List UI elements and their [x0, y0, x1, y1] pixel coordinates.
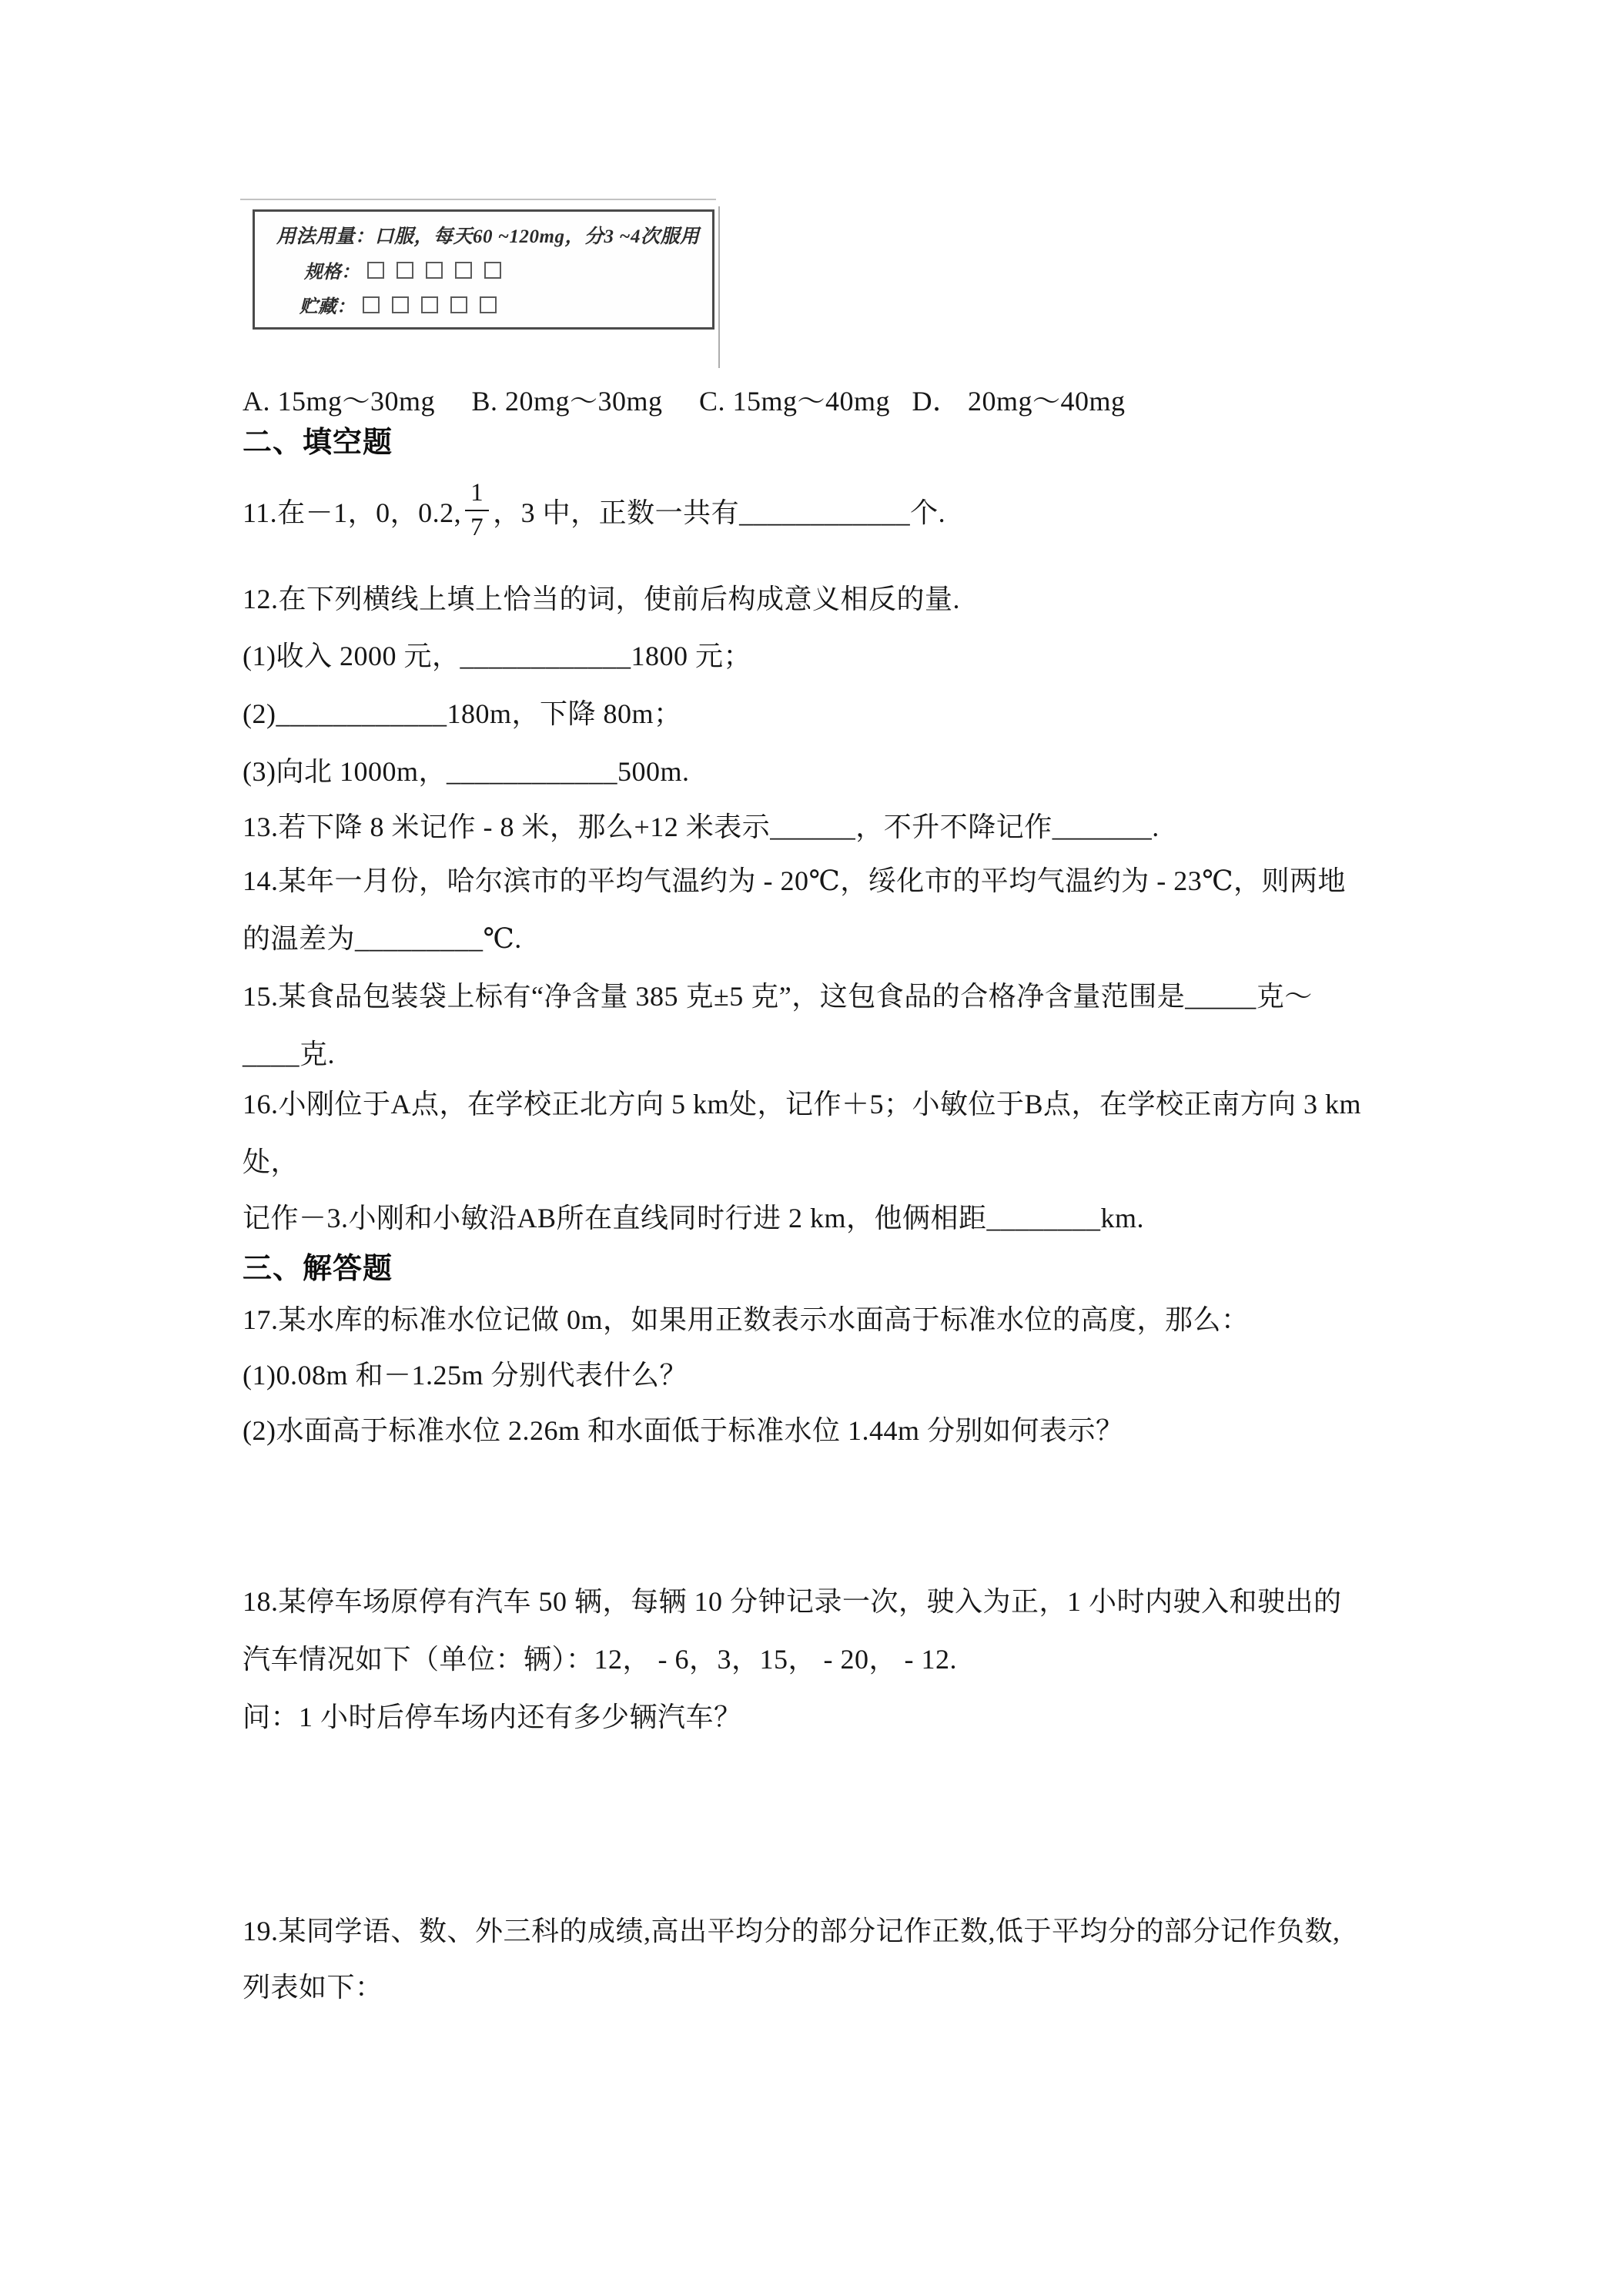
question-19-line1: 19.某同学语、数、外三科的成绩,高出平均分的部分记作正数,低于平均分的部分记作负数, — [243, 1916, 1340, 1946]
question-15-line2: ____克. — [243, 1039, 336, 1069]
question-17-sub2: (2)水面高于标准水位 2.26m 和水面低于标准水位 1.44m 分别如何表示？ — [243, 1415, 1124, 1446]
question-15-line1: 15.某食品包装袋上标有“净含量 385 克±5 克”，这包食品的合格净含量范围是_____克～ — [243, 981, 1313, 1012]
section-3-heading: 三、解答题 — [243, 1253, 393, 1285]
question-12-sub3: (3)向北 1000m，____________500m. — [243, 756, 690, 787]
choice-options-row: A. 15mg～30mg B. 20mg～30mg C. 15mg～40mg D． 20mg～40mg — [243, 386, 1126, 417]
storage-label: 贮藏： — [300, 297, 355, 317]
medicine-usage-text: 用法用量：口服，每天60 ~120mg，分3 ~4次服用 — [276, 226, 700, 247]
question-12: 12.在下列横线上填上恰当的词，使前后构成意义相反的量. — [243, 584, 961, 614]
medicine-label-box — [253, 209, 714, 330]
question-16-line2: 处， — [243, 1146, 300, 1177]
storage-row — [300, 291, 509, 318]
question-16-line3: 记作－3.小刚和小敏沿AB所在直线同时行进 2 km，他俩相距________km. — [243, 1203, 1145, 1233]
spec-checkbox-1 — [367, 262, 384, 279]
spec-checkbox-4 — [455, 262, 472, 279]
spec-checkbox-3 — [426, 262, 443, 279]
question-12-sub1: (1)收入 2000 元，____________1800 元； — [243, 641, 751, 671]
question-12-sub2: (2)____________180m，下降 80m； — [243, 698, 682, 729]
storage-checkbox-5 — [480, 296, 497, 313]
question-11 — [243, 472, 945, 549]
question-14-line2: 的温差为_________℃. — [243, 923, 522, 954]
fraction-numerator: 1 — [465, 479, 489, 511]
storage-checkbox-3 — [421, 296, 438, 313]
spec-row — [304, 256, 514, 283]
storage-checkbox-4 — [450, 296, 467, 313]
question-18-line2: 汽车情况如下（单位：辆）：12， - 6，3，15， - 20， - 12. — [243, 1644, 957, 1675]
spec-checkbox-2 — [397, 262, 413, 279]
scan-artifact-right-line — [718, 206, 720, 368]
question-17-sub1: (1)0.08m 和－1.25m 分别代表什么？ — [243, 1360, 688, 1391]
question-18-line1: 18.某停车场原停有汽车 50 辆，每辆 10 分钟记录一次，驶入为正，1 小时内驶入和驶出的 — [243, 1586, 1342, 1617]
question-11-prefix: 11.在－1，0，0.2, — [243, 497, 462, 528]
question-18-line3: 问：1 小时后停车场内还有多少辆汽车？ — [243, 1702, 742, 1732]
spec-label: 规格： — [304, 263, 360, 283]
fraction-one-seventh — [465, 479, 489, 542]
question-14-line1: 14.某年一月份，哈尔滨市的平均气温约为 - 20℃，绥化市的平均气温约为 - 23℃，则两地 — [243, 865, 1347, 896]
question-13: 13.若下降 8 米记作 - 8 米，那么+12 米表示______，不升不降记作_______. — [243, 812, 1160, 842]
question-19-line2: 列表如下： — [243, 1972, 383, 2003]
storage-checkbox-2 — [392, 296, 409, 313]
question-16-line1: 16.小刚位于A点，在学校正北方向 5 km处，记作＋5；小敏位于B点，在学校正南方向 3 km — [243, 1089, 1362, 1120]
section-2-heading: 二、填空题 — [243, 427, 393, 459]
storage-checkbox-1 — [363, 296, 380, 313]
question-11-suffix: ，3 中，正数一共有____________个. — [493, 497, 946, 528]
fraction-denominator: 7 — [470, 514, 484, 541]
spec-checkbox-5 — [484, 262, 501, 279]
scan-artifact-top-line — [240, 199, 716, 200]
question-17-line1: 17.某水库的标准水位记做 0m，如果用正数表示水面高于标准水位的高度，那么： — [243, 1304, 1250, 1335]
